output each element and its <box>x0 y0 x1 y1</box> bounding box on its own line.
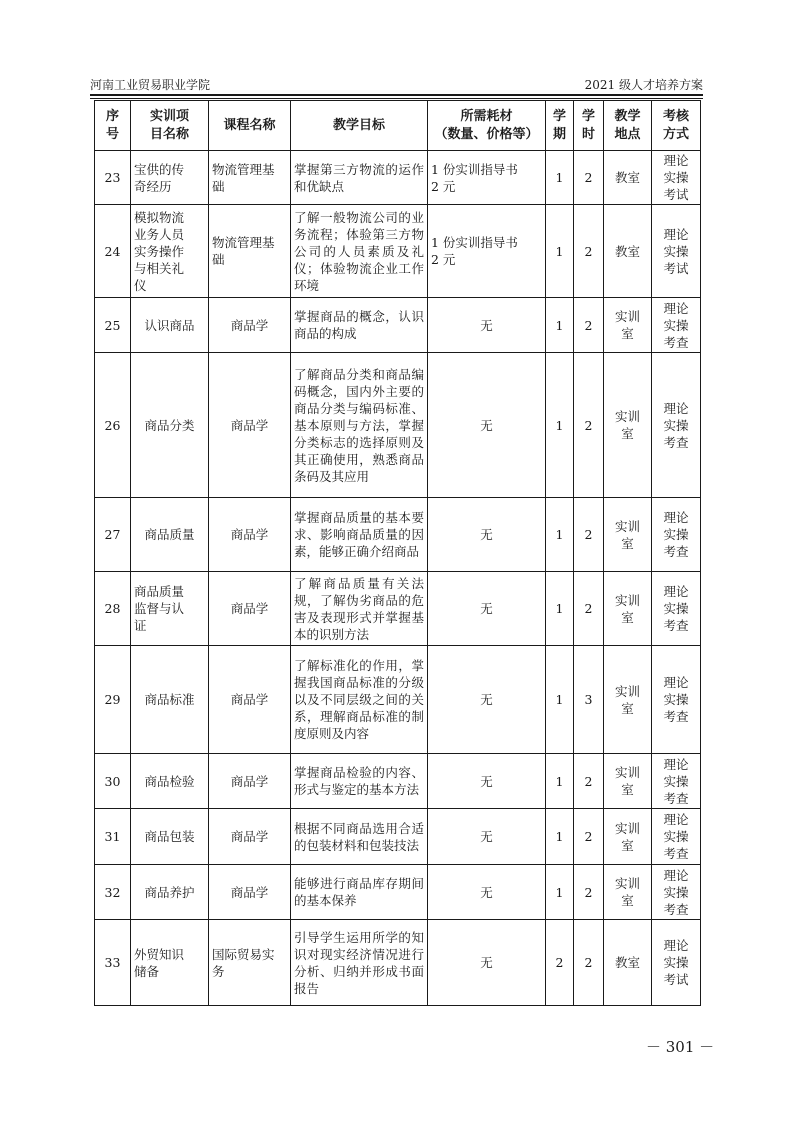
col-header-assessment: 考核 方式 <box>652 101 701 151</box>
col-header-project: 实训项 目名称 <box>131 101 209 151</box>
cell-location: 教室 <box>604 205 652 298</box>
cell-location: 实训 室 <box>604 809 652 865</box>
cell-goal: 根据不同商品选用合适的包装材料和包装技法 <box>291 809 428 865</box>
cell-project: 商品质量 <box>131 498 209 572</box>
cell-no: 29 <box>95 646 131 754</box>
cell-no: 24 <box>95 205 131 298</box>
cell-term: 1 <box>546 353 574 498</box>
cell-goal: 了解一般物流公司的业务流程；体验第三方物公司的人员素质及礼仪；体验物流企业工作环境 <box>291 205 428 298</box>
cell-hours: 2 <box>574 151 604 205</box>
cell-project: 商品质量 监督与认 证 <box>131 572 209 646</box>
cell-no: 28 <box>95 572 131 646</box>
cell-materials: 无 <box>428 646 546 754</box>
cell-no: 31 <box>95 809 131 865</box>
cell-hours: 2 <box>574 754 604 809</box>
cell-materials: 1 份实训指导书 2 元 <box>428 151 546 205</box>
cell-hours: 2 <box>574 920 604 1006</box>
table-row <box>95 498 701 572</box>
table-row <box>95 151 701 205</box>
cell-term: 1 <box>546 572 574 646</box>
cell-assessment: 理论 实操 考查 <box>652 865 701 920</box>
cell-location: 实训 室 <box>604 754 652 809</box>
cell-materials: 无 <box>428 298 546 353</box>
cell-assessment: 理论 实操 考试 <box>652 920 701 1006</box>
page-number: － 301 － <box>646 1038 715 1056</box>
cell-location: 实训 室 <box>604 865 652 920</box>
header-rule-thick <box>90 94 703 96</box>
table-header-row <box>95 101 701 151</box>
cell-project: 认识商品 <box>131 298 209 353</box>
cell-location: 实训 室 <box>604 646 652 754</box>
cell-project: 商品分类 <box>131 353 209 498</box>
cell-hours: 2 <box>574 572 604 646</box>
cell-materials: 无 <box>428 865 546 920</box>
page-header <box>90 76 703 94</box>
cell-term: 1 <box>546 498 574 572</box>
cell-term: 1 <box>546 205 574 298</box>
cell-project: 商品标准 <box>131 646 209 754</box>
cell-assessment: 理论 实操 考查 <box>652 572 701 646</box>
table-row <box>95 353 701 498</box>
cell-goal: 了解商品分类和商品编码概念，国内外主要的商品分类与编码标准、基本原则与方法，掌握分类标志的选择原则及其正确使用，熟悉商品条码及其应用 <box>291 353 428 498</box>
col-header-course: 课程名称 <box>209 101 291 151</box>
cell-goal: 掌握商品的概念，认识商品的构成 <box>291 298 428 353</box>
col-header-materials: 所需耗材 （数量、价格等） <box>428 101 546 151</box>
cell-course: 商品学 <box>209 646 291 754</box>
cell-assessment: 理论 实操 考查 <box>652 498 701 572</box>
cell-location: 实训 室 <box>604 498 652 572</box>
cell-no: 33 <box>95 920 131 1006</box>
cell-term: 2 <box>546 920 574 1006</box>
cell-goal: 能够进行商品库存期间的基本保养 <box>291 865 428 920</box>
cell-term: 1 <box>546 298 574 353</box>
cell-project: 外贸知识 储备 <box>131 920 209 1006</box>
col-header-term: 学 期 <box>546 101 574 151</box>
cell-materials: 无 <box>428 572 546 646</box>
cell-course: 商品学 <box>209 498 291 572</box>
cell-course: 物流管理基 础 <box>209 151 291 205</box>
cell-no: 26 <box>95 353 131 498</box>
cell-location: 实训 室 <box>604 572 652 646</box>
table-row <box>95 205 701 298</box>
cell-materials: 无 <box>428 754 546 809</box>
cell-goal: 掌握商品质量的基本要求、影响商品质量的因素，能够正确介绍商品 <box>291 498 428 572</box>
cell-no: 27 <box>95 498 131 572</box>
cell-course: 国际贸易实 务 <box>209 920 291 1006</box>
table-row <box>95 865 701 920</box>
table-row <box>95 809 701 865</box>
header-doc-title: 2021 级人才培养方案 <box>584 78 703 92</box>
cell-term: 1 <box>546 865 574 920</box>
cell-assessment: 理论 实操 考查 <box>652 754 701 809</box>
cell-course: 物流管理基 础 <box>209 205 291 298</box>
table-row <box>95 920 701 1006</box>
header-rule-thin <box>90 98 703 99</box>
col-header-goal: 教学目标 <box>291 101 428 151</box>
col-header-location: 教学 地点 <box>604 101 652 151</box>
cell-hours: 2 <box>574 865 604 920</box>
cell-goal: 了解商品质量有关法规，了解伪劣商品的危害及表现形式并掌握基本的识别方法 <box>291 572 428 646</box>
cell-location: 实训 室 <box>604 298 652 353</box>
cell-assessment: 理论 实操 考试 <box>652 151 701 205</box>
cell-location: 教室 <box>604 151 652 205</box>
cell-materials: 无 <box>428 498 546 572</box>
cell-hours: 2 <box>574 498 604 572</box>
cell-hours: 2 <box>574 298 604 353</box>
cell-term: 1 <box>546 646 574 754</box>
cell-course: 商品学 <box>209 298 291 353</box>
table-row <box>95 572 701 646</box>
cell-course: 商品学 <box>209 572 291 646</box>
cell-hours: 2 <box>574 353 604 498</box>
cell-materials: 1 份实训指导书 2 元 <box>428 205 546 298</box>
col-header-no: 序 号 <box>95 101 131 151</box>
cell-course: 商品学 <box>209 809 291 865</box>
table-row <box>95 754 701 809</box>
cell-no: 32 <box>95 865 131 920</box>
cell-assessment: 理论 实操 考试 <box>652 205 701 298</box>
cell-course: 商品学 <box>209 353 291 498</box>
cell-project: 商品养护 <box>131 865 209 920</box>
table-row <box>95 646 701 754</box>
cell-project: 商品包装 <box>131 809 209 865</box>
cell-materials: 无 <box>428 920 546 1006</box>
cell-assessment: 理论 实操 考查 <box>652 646 701 754</box>
cell-project: 宝供的传 奇经历 <box>131 151 209 205</box>
cell-goal: 引导学生运用所学的知识对现实经济情况进行分析、归纳并形成书面报告 <box>291 920 428 1006</box>
cell-no: 25 <box>95 298 131 353</box>
cell-goal: 掌握商品检验的内容、形式与鉴定的基本方法 <box>291 754 428 809</box>
cell-course: 商品学 <box>209 865 291 920</box>
cell-hours: 2 <box>574 205 604 298</box>
cell-materials: 无 <box>428 809 546 865</box>
cell-term: 1 <box>546 754 574 809</box>
cell-hours: 2 <box>574 809 604 865</box>
cell-goal: 了解标准化的作用，掌握我国商品标准的分级以及不同层级之间的关系，理解商品标准的制度原则及内容 <box>291 646 428 754</box>
table-row <box>95 298 701 353</box>
cell-project: 模拟物流 业务人员 实务操作 与相关礼 仪 <box>131 205 209 298</box>
cell-no: 23 <box>95 151 131 205</box>
header-school-name: 河南工业贸易职业学院 <box>90 78 211 92</box>
cell-term: 1 <box>546 151 574 205</box>
cell-materials: 无 <box>428 353 546 498</box>
cell-term: 1 <box>546 809 574 865</box>
cell-goal: 掌握第三方物流的运作和优缺点 <box>291 151 428 205</box>
cell-assessment: 理论 实操 考查 <box>652 809 701 865</box>
cell-course: 商品学 <box>209 754 291 809</box>
cell-assessment: 理论 实操 考查 <box>652 353 701 498</box>
training-projects-table <box>94 100 701 1006</box>
cell-location: 教室 <box>604 920 652 1006</box>
cell-location: 实训 室 <box>604 353 652 498</box>
cell-project: 商品检验 <box>131 754 209 809</box>
cell-hours: 3 <box>574 646 604 754</box>
cell-no: 30 <box>95 754 131 809</box>
cell-assessment: 理论 实操 考查 <box>652 298 701 353</box>
col-header-hours: 学 时 <box>574 101 604 151</box>
